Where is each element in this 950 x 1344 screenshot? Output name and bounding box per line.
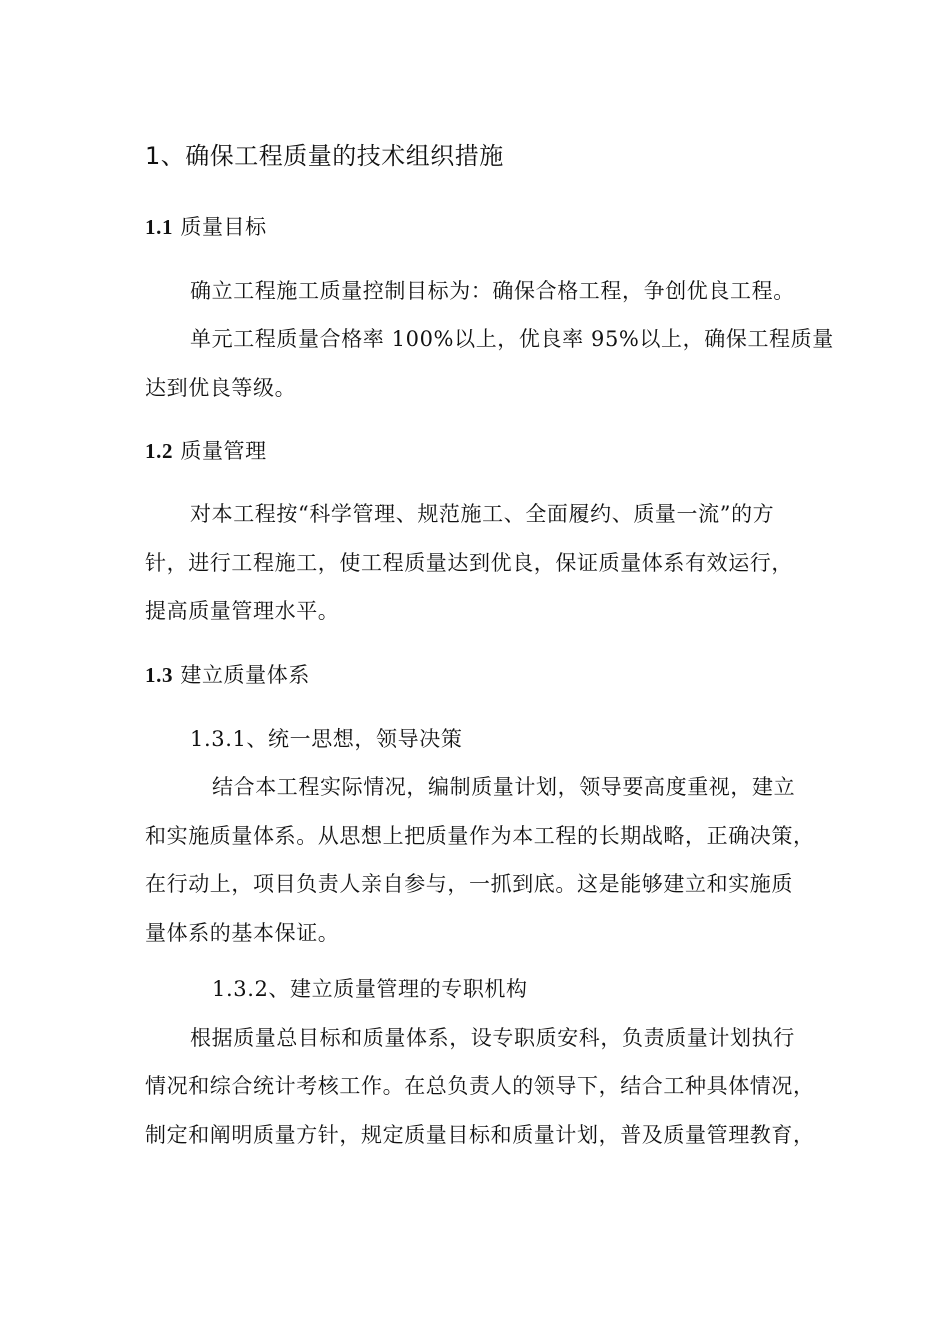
section-title: 建立质量体系 <box>180 663 310 687</box>
subsection-heading-1-3-1: 1.3.1、统一思想，领导决策 <box>190 727 463 751</box>
subsection-heading-1-3-2: 1.3.2、建立质量管理的专职机构 <box>212 977 528 1001</box>
paragraph-line: 单元工程质量合格率 100%以上，优良率 95%以上，确保工程质量 <box>190 327 834 351</box>
paragraph-line: 制定和阐明质量方针，规定质量目标和质量计划，普及质量管理教育， <box>145 1123 815 1147</box>
paragraph-line: 在行动上，项目负责人亲自参与，一抓到底。这是能够建立和实施质 <box>145 872 793 896</box>
section-title: 质量管理 <box>180 439 267 463</box>
paragraph-line: 和实施质量体系。从思想上把质量作为本工程的长期战略，正确决策， <box>145 824 815 848</box>
section-heading-1-2 <box>145 437 267 465</box>
section-number: 1.1 <box>145 215 174 239</box>
section-title: 质量目标 <box>180 215 267 239</box>
section-number: 1.3 <box>145 663 174 687</box>
paragraph-line: 达到优良等级。 <box>145 376 297 400</box>
paragraph-line: 根据质量总目标和质量体系，设专职质安科，负责质量计划执行 <box>190 1026 795 1050</box>
section-heading-1-3 <box>145 661 310 689</box>
document-title: 1、确保工程质量的技术组织措施 <box>145 142 504 170</box>
paragraph-line: 对本工程按“科学管理、规范施工、全面履约、质量一流”的方 <box>190 502 775 526</box>
paragraph-line: 量体系的基本保证。 <box>145 921 340 945</box>
paragraph-line: 针，进行工程施工，使工程质量达到优良，保证质量体系有效运行， <box>145 551 793 575</box>
paragraph-line: 提高质量管理水平。 <box>145 599 340 623</box>
paragraph-line: 情况和综合统计考核工作。在总负责人的领导下，结合工种具体情况， <box>145 1074 815 1098</box>
section-heading-1-1 <box>145 213 267 241</box>
paragraph-line: 结合本工程实际情况，编制质量计划，领导要高度重视，建立 <box>212 775 796 799</box>
paragraph-line: 确立工程施工质量控制目标为：确保合格工程，争创优良工程。 <box>190 279 795 303</box>
section-number: 1.2 <box>145 439 174 463</box>
